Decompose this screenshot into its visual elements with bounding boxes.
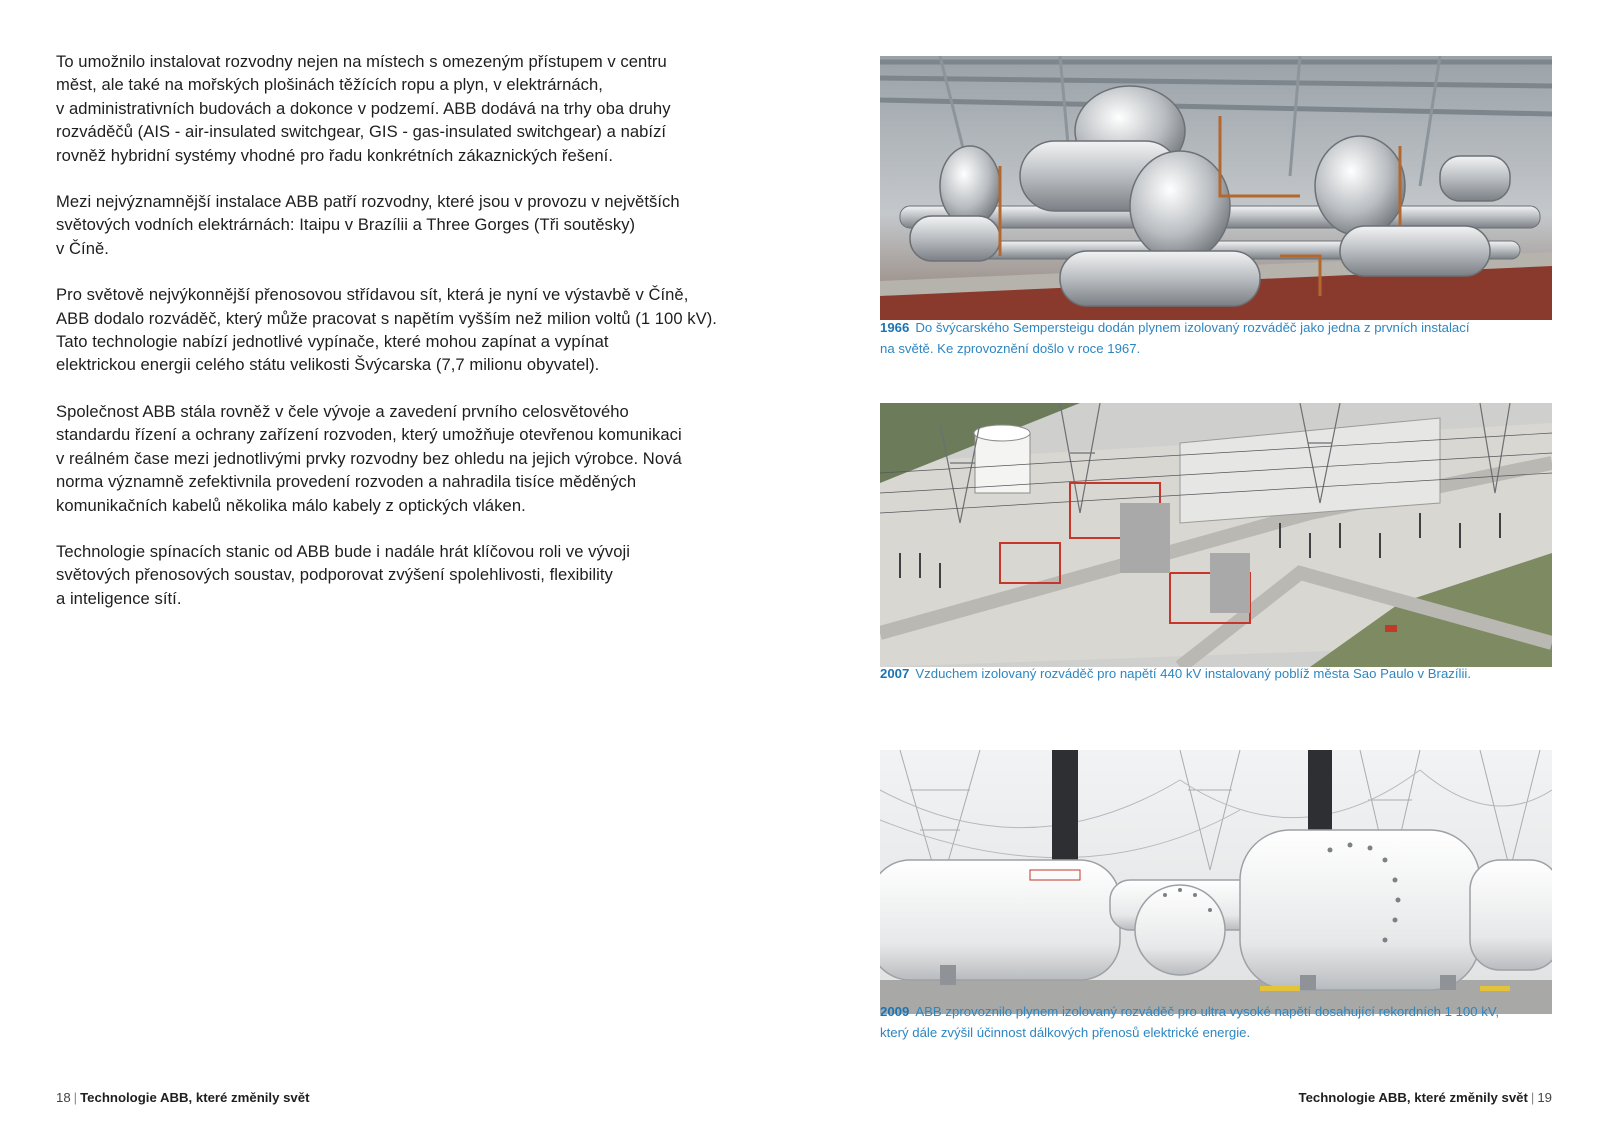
caption-text: ABB zprovoznilo plynem izolovaný rozváděč pro ultra vysoké napětí dosahující rekordních 1 100 kV, — [915, 1004, 1500, 1019]
caption-text: který dále zvýšil účinnost dálkových přenosů elektrické energie. — [880, 1024, 1251, 1040]
caption-year: 2007 — [880, 666, 910, 681]
paragraph-4: Společnost ABB stála rovněž v čele vývoje a zavedení prvního celosvětového standardu řízení a ochrany zařízení rozvoden, který umožňuje otevřenou komunikaci v reálném čase mezi jednotlivými prvky rozvodny bez ohledu na jejich výrobce. Nová norma významně zefektivnila provedení rozvoden a nahradila tisíce měděných komunikačních kabelů několika málo kabely z optických vláken. — [56, 401, 682, 515]
ais-substation-illustration — [880, 403, 1552, 667]
paragraph-5: Technologie spínacích stanic od ABB bude i nadále hrát klíčovou roli ve vývoji světových přenosových soustav, podporovat zvýšení spolehlivosti, flexibility a inteligence sítí. — [56, 541, 630, 608]
gis-indoor-illustration — [880, 56, 1552, 320]
footer-separator: | — [1530, 1090, 1535, 1105]
caption-year: 2009 — [880, 1004, 910, 1019]
footer-right — [1299, 1090, 1553, 1105]
paragraph-3: Pro světově nejvýkonnější přenosovou střídavou sít, která je nyní ve výstavbě v Číně, ABB dodalo rozváděč, který může pracovat s napětím vyšším než milion voltů (1 100 kV). Tato technologie nabízí jednotlivé vypínače, které mohou zapínat a vypínat elektrickou energii celého státu velikosti Švýcarska (7,7 milionu obyvatel). — [56, 285, 717, 375]
photo-ais-substation-2007 — [880, 403, 1552, 667]
caption-year: 1966 — [880, 320, 910, 335]
caption-text: na světě. Ke zprovoznění došlo v roce 1967. — [880, 340, 1141, 356]
caption-1966 — [880, 318, 1552, 359]
caption-text: Do švýcarského Sempersteigu dodán plynem izolovaný rozváděč jako jedna z prvních instalací — [915, 320, 1470, 335]
paragraph-1: To umožnilo instalovat rozvodny nejen na místech s omezeným přístupem v centru měst, ale také na mořských plošinách těžících ropu a plyn, v elektrárnách, v administrativních budovách a dokonce v podzemí. ABB dodává na trhy oba druhy rozváděčů (AIS - air-insulated switchgear, GIS - gas-insulated switchgear) a nabízí rovněž hybridní systémy vhodné pro řadu konkrétních zákaznických řešení. — [56, 52, 671, 165]
page-number-left: 18 — [56, 1090, 71, 1105]
footer-separator: | — [73, 1090, 78, 1105]
publication-title: Technologie ABB, které změnily svět — [1298, 1090, 1528, 1105]
caption-2007 — [880, 664, 1552, 685]
body-text-column — [56, 50, 736, 633]
caption-2009 — [880, 1002, 1552, 1043]
footer-left — [56, 1090, 310, 1105]
page-number-right: 19 — [1537, 1090, 1552, 1105]
uhv-gis-illustration — [880, 750, 1552, 1014]
photo-gis-indoor-1966 — [880, 56, 1552, 320]
publication-title: Technologie ABB, které změnily svět — [80, 1090, 310, 1105]
caption-text: Vzduchem izolovaný rozváděč pro napětí 440 kV instalovaný poblíž města Sao Paulo v Brazílii. — [915, 666, 1471, 681]
paragraph-2: Mezi nejvýznamnější instalace ABB patří rozvodny, které jsou v provozu v největších světových vodních elektrárnách: Itaipu v Brazílii a Three Gorges (Tři soutěsky) v Číně. — [56, 192, 680, 258]
photo-uhv-gis-2009 — [880, 750, 1552, 1014]
